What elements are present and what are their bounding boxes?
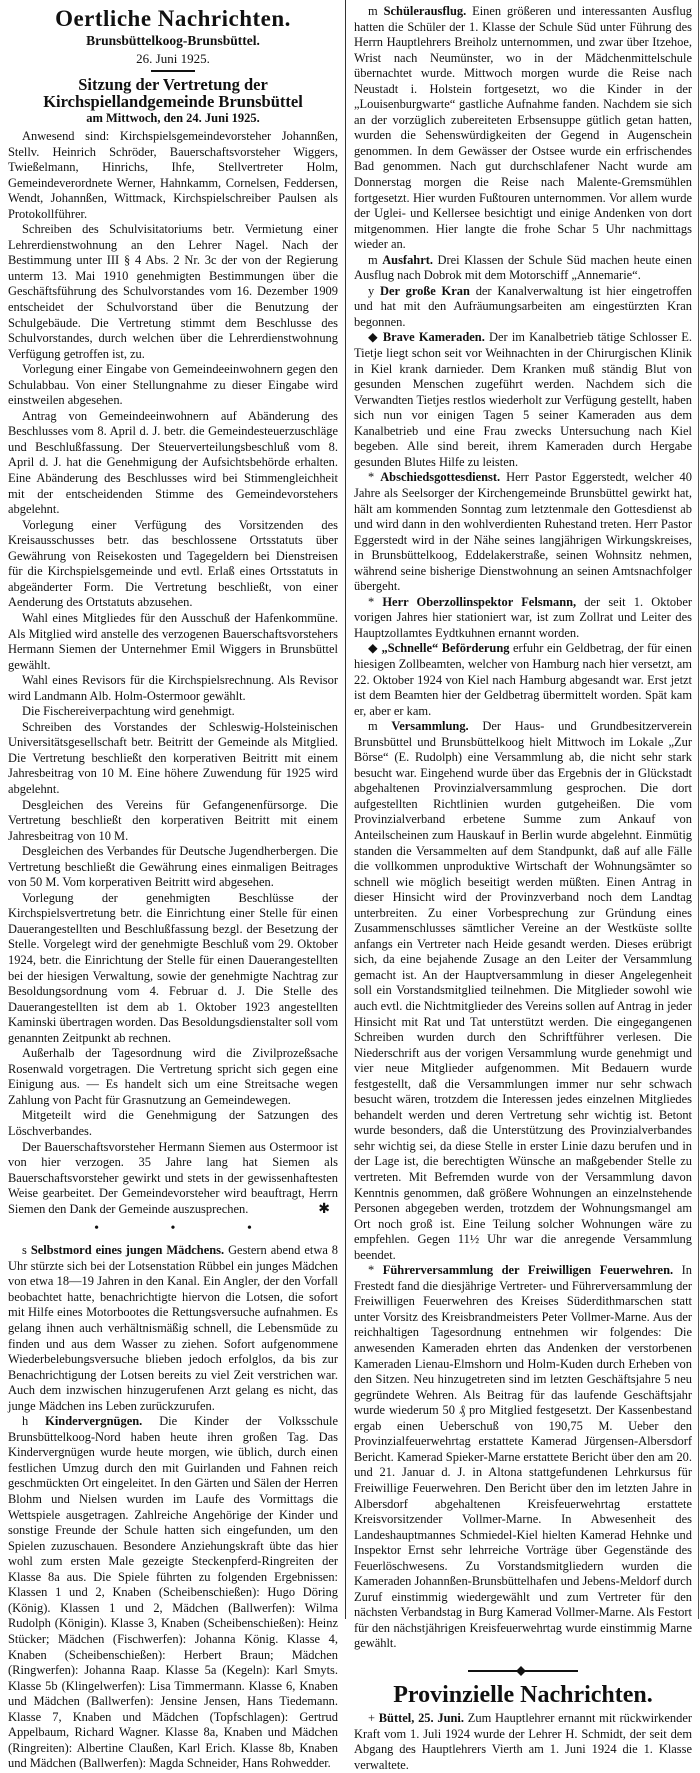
separator-dots: • • • (94, 1221, 286, 1237)
article-text: der Kanalverwaltung ist hier eingetroffen und hat mit den Aufräumungsarbeiten am eingestürzten Kran begonnen. (354, 283, 692, 329)
article-headline: Ausfahrt. (382, 252, 433, 267)
meeting-title: Sitzung der Vertretung der Kirchspiellandgemeinde Brunsbüttel (43, 75, 303, 111)
meeting-minutes (8, 129, 338, 1217)
article-text: Der Bauerschaftsvorsteher Hermann Siemen aus Ostermoor ist von hier verzogen. 35 Jahre lang hat Siemen als Bauerschaftsvorsteher gewirkt und stets in der gewissenhaftesten Weise gearbeitet. Der Gemeindevorsteher wird beauftragt, Herrn Siemen den Dank der Gemeinde auszusprechen. (8, 1139, 338, 1216)
article-text: In Frestedt fand die diesjährige Vertreter- und Führerversammlung der Freiwilligen Feuerwehren des Kreises Süderdithmarschen statt unter Vorsitz des Kreisbrandmeisters Peter Vollmer-Marne. Aus der reichhaltigen Tagesordnung entnehmen wir folgendes: Die anwesenden Kameraden ehrten das Andenken der verstorbenen Kameraden Lienau-Elmshorn und Holm-Kuden durch Erheben von den Sitzen. Neu hinzugetreten sind im letzten Geschäftsjahre 5 neu gegründete Wehren. Als Beitrag für das laufende Geschäftsjahr wurde wiederum 50 ₰ pro Mitglied festgesetzt. Der Kassenbestand ergab einen Ueberschuß von 190,75 M. Ueber den Provinzialfeuerwehrtag erstattete Kamerad Jürgensen-Albersdorf Bericht. Kamerad Spieker-Marne erstattete Bericht über den am 20. und 21. Januar d. J. in Altona stattgefundenen Lehrkursus für Freiwillige Feuerwehren. Den Bericht über den im letzten Jahre in Albersdorf abgehaltenen Kreisfeuerwehrtag erstattete Kreisvorsitzender Vollmer-Marne. In Abwesenheit des Landeshauptmannes Schmiedel-Kiel hielten Kamerad Hehnke und Inspektor Ernst sehr lehrreiche Vorträge über Gegenstände des Feuerlöschwesens. Zu Vorstandsmitgliedern wurden die Kameraden Johannßen-Brunsbüttelhafen und Jebens-Meldorf durch Zuruf einstimmig wiedergewählt und zum Vertreter für den nächsten Verbandstag in Burg Kamerad Vollmer-Marne. Als Festort für den nächstjährigen Kreisfeuerwehrtag wurde einstimmig Marne gewählt. (354, 1263, 693, 1651)
meeting-date: am Mittwoch, den 24. Juni 1925. (86, 111, 260, 125)
article-marker: m (368, 719, 378, 734)
provincial-news (354, 1711, 692, 1773)
article-marker: m (368, 252, 378, 267)
article-paragraph (8, 1243, 338, 1414)
article-marker: * (368, 594, 375, 609)
article-text: Außerhalb der Tagesordnung wird die Zivilprozeßsache Rosenwald vorgetragen. Die Vertretung spricht sich gegen eine Einigung aus. — Es handelt sich um eine Streitsache wegen Zahlung von Pacht für Grasnutzung an Gemeindewegen. (8, 1046, 338, 1107)
article-paragraph (8, 720, 338, 798)
article-paragraph (354, 284, 692, 331)
section-date: 26. Juni 1925. (136, 51, 210, 66)
article-headline: Büttel, 25. Juni. (378, 1710, 464, 1725)
article-text: Anwesend sind: Kirchspielsgemeindevorsteher Johannßen, Stellv. Heinrich Schröder, Bauerschaftsvorsteher Wiggers, Twießelmann, Hinrichs, Ihfe, Stellvertreter Holm, Gemeindeverordnete Werner, Hahnkamm, Cornelsen, Feddersen, Wendt, Johannßen, Wittmack, Kirchspielschreiber Paulsen als Protokollführer. (8, 129, 338, 221)
divider (151, 70, 195, 72)
right-column (354, 4, 692, 1773)
article-paragraph (8, 1108, 338, 1139)
article-paragraph (8, 891, 338, 1046)
provincial-news-title: Provinzielle Nachrichten. (393, 1681, 653, 1708)
article-marker: + (368, 1710, 376, 1725)
article-text: Drei Klassen der Schule Süd machen heute einen Ausflug nach Dobrok mit dem Motorschiff „Annemarie“. (354, 252, 693, 283)
page-edge-line (698, 0, 699, 1619)
local-news-right (354, 4, 692, 1652)
article-text: Wahl eines Mitgliedes für den Ausschuß der Hafenkommüne. Als Mitglied wird anstelle des verzogenen Bauerschaftsvorstehers Hermann Siemen der Unternehmer Emil Wiggers in Brunsbüttel gewählt. (8, 610, 338, 672)
article-paragraph (8, 129, 338, 222)
article-headline: Kindervergnügen. (45, 1414, 143, 1429)
article-paragraph (8, 518, 338, 611)
article-text: Desgleichen des Verbandes für Deutsche Jugendherbergen. Die Vertretung beschließt die Gewährung eines einmaligen Beitrages von 50 M. Vom korperativen Beitritt wird abgesehen. (8, 844, 338, 890)
article-paragraph (354, 1263, 692, 1652)
article-text: Schreiben des Vorstandes der Schleswig-Holsteinischen Universitätsgesellschaft betr. Beitritt der Gemeinde als Mitglied. Die Vertretung beschließt den korperativen Beitritt mit einem Jahresbeitrag von 10 M. Eine höhere Zuwendung für 1925 wird abgelehnt. (8, 719, 338, 796)
article-text: Herr Pastor Eggerstedt, welcher 40 Jahre als Seelsorger der Kirchengemeinde Brunsbüttel gewirkt hat, hält am kommenden Sonntag zum letztenmale den Gottesdienst ab und wird dann in den wohlverdienten Ruhestand treten. Herr Pastor Eggerstedt wird in der Nähe seines langjährigen Wirkungskreises, in Brunsbüttelkoog, Eddelakerstraße, seinen Wohnsitz nehmen, während seine bisherige Dienstwohnung an seinen Amtsnachfolger übergeht. (354, 470, 692, 594)
article-headline: Brave Kameraden. (382, 330, 485, 345)
article-paragraph (354, 330, 692, 470)
article-marker: * (368, 1263, 375, 1278)
local-news-left (8, 1243, 338, 1772)
article-marker: ◆ (368, 330, 379, 345)
article-headline: Abschiedsgottesdienst. (380, 470, 501, 485)
section-place: Brunsbüttelkoog-Brunsbüttel. (86, 33, 260, 48)
article-paragraph (8, 1414, 338, 1772)
article-text: Schreiben des Schulvisitatoriums betr. Vermietung einer Lehrerdienstwohnung an den Lehrer Nagel. Nach der Bestimmung unter III § 4 Abs. 2 Nr. 3c der von der Regierung unterm 13. Mai 1910 genehmigten Bestimmungen über die Geschäftsführung des Schulvorstandes vom 16. Dezember 1909 entscheidet der Schulvorstand über die Benutzung der Schulgebäude. Die Vertretung stimmt dem Beschlusse des Schulvorstandes, durch welchen über die Lehrerdienstwohnung Verfügung getroffen ist, zu. (8, 222, 338, 361)
article-paragraph (354, 595, 692, 642)
article-marker: s (22, 1243, 27, 1258)
article-paragraph (8, 1046, 338, 1108)
article-paragraph (8, 798, 338, 845)
article-text: der seit 1. Oktober vorigen Jahres hier stationiert war, ist zum Zollrat und Leiter des Hauptzollamtes Eydtkuhnen ernannt worden. (354, 594, 692, 640)
article-headline: „Schnelle“ Beförderung (381, 641, 510, 656)
article-marker: ◆ (368, 641, 378, 656)
article-headline: Der große Kran (380, 283, 470, 298)
article-paragraph (354, 641, 692, 719)
article-paragraph (8, 409, 338, 518)
article-marker: h (22, 1414, 29, 1429)
article-paragraph (354, 4, 692, 253)
article-text: Antrag von Gemeindeeinwohnern auf Abänderung des Beschlusses vom 8. April d. J. betr. die Gemeindesteuerzuschläge und Beschlußfassung. Der Steuerverteilungsbeschluß vom 8. April d. J. hat die Genehmigung der Aufsichtsbehörde erhalten. Eine Abänderung des Beschlusses wird bei Stimmengleichheit mit der entscheidenden Stimme des Gemeindevorstehers abgelehnt. (8, 408, 338, 517)
article-text: Wahl eines Revisors für die Kirchspielsrechnung. Als Revisor wird Landmann Alb. Holm-Ostermoor gewählt. (8, 673, 338, 703)
article-text: Die Fischereiverpachtung wird genehmigt. (22, 704, 235, 719)
column-divider (345, 0, 346, 1619)
author-signature-mark: ✱ (318, 1202, 330, 1218)
article-headline: Führerversammlung der Freiwilligen Feuerwehren. (382, 1263, 674, 1278)
article-headline: Herr Oberzollinspektor Felsmann, (382, 594, 577, 609)
left-column (8, 4, 338, 1772)
article-text: erfuhr ein Geldbetrag, der für einen hiesigen Zollbeamten, welcher von Hamburg nach hier versetzt, am 22. Oktober 1924 von Kiel nach Hamburg abgesandt war. Erst jetzt ist dem Beamten hier der Geldbetrag übermittelt worden. Spät kam er, aber er kam. (354, 641, 692, 718)
article-text: Vorlegung der genehmigten Beschlüsse der Kirchspielsvertretung betr. die Einrichtung einer Stelle für einen Dauerangestellten und Beschlußfassung bezgl. der Besetzung der Stelle. Vorgelegt wird der genehmigte Beschluß vom 29. Oktober 1924, betr. die Einrichtung der Stelle für einen Dauerangestellten bei der hiesigen Verwaltung, sowie der genehmigte Nachtrag zur Besoldungsordnung vom 4. Februar d. J. Die Stelle des Dauerangestellten ist dem ab 1. Oktober 1923 angestellten Kaminski übertragen worden. Das Besoldungsdienstalter soll vom genannten Zeitpunkt ab rechnen. (8, 890, 338, 1045)
article-marker: m (368, 4, 378, 18)
article-text: Desgleichen des Vereins für Gefangenenfürsorge. Die Vertretung beschließt den korperativen Beitritt mit einem Jahresbeitrag von 10 M. (8, 797, 338, 843)
article-text: Der im Kanalbetrieb tätige Schlosser E. Tietje liegt schon seit vor Weihnachten in der Chirurgischen Klinik in Kiel krank darnieder. Dem Kranken muß ständig Blut von gesunden Menschen zugeführt werden. Nachdem sich die Verwandten Tietjes restlos wiederholt zur Verfügung gestellt, haben sich nun vor einigen Tagen 5 seiner Kameraden aus dem Kanalbetrieb und eine Frau zwecks Untersuchung nach Kiel begeben. Alle sind bereit, ihrem Kameraden durch Hergabe gesunden Blutes Hilfe zu leisten. (354, 330, 692, 469)
article-headline: Schülerausflug. (383, 4, 467, 18)
article-text: Mitgeteilt wird die Genehmigung der Satzungen des Löschverbandes. (8, 1108, 338, 1138)
article-paragraph (8, 222, 338, 362)
article-paragraph (8, 362, 338, 409)
section-title: Oertliche Nachrichten. (55, 6, 291, 31)
article-headline: Selbstmord eines jungen Mädchens. (30, 1243, 225, 1258)
article-paragraph (8, 844, 338, 891)
article-text: Vorlegung einer Eingabe von Gemeindeeinwohnern gegen den Schulabbau. Von einer Stellungnahme zu dieser Eingabe wird einstweilen abgesehen. (8, 362, 338, 408)
article-paragraph (8, 704, 338, 720)
article-headline: Versammlung. (391, 719, 469, 734)
article-text: Die Kinder der Volksschule Brunsbüttelkoog-Nord haben heute ihren großen Tag. Das Kindervergnügen wurde heute morgen, wie üblich, durch einen festlichen Umzug durch den mit Guirlanden und Fahnen reich geschmückten Ort eingeleitet. In den Gärten und Sälen der Herren Blohm und Nielsen wurden im Laufe des Vormittags die Wettspiele ausgetragen. Zahlreiche Angehörige der Kinder und sonstige Freunde der Schule hatten sich eingefunden, um den Spielen zuzuschauen. Besondere Anziehungskraft übte das hier wohl zum ersten Male gezeigte Steckenpferd-Ringreiten der Klasse 8a aus. Die Spiele führten zu folgenden Ergebnissen: Klassen 1 und 2, Knaben (Scheibenschießen): Hugo Döring (König). Klassen 1 und 2, Mädchen (Ballwerfen): Wilma Rudolph (Königin). Klasse 3, Knaben (Scheibenschießen): Heinz Stücker; Mädchen (Fischwerfen): Johanna König. Klasse 4, Knaben (Scheibenschießen): Herbert Braun; Mädchen (Ringwerfen): Johanna Raap. Klasse 5a (Kegeln): Karl Smyts. Klasse 5b (Klingelwerfen): Lisa Timmermann. Klasse 6, Knaben und Mädchen (Ballwerfen): Jensine Jensen, Hans Tiedemann. Klasse 7, Knaben und Mädchen (Topfschlagen): Gertrud Appelbaum, Richard Wagner. Klasse 8a, Knaben und Mädchen (Ringreiten): Albertine Claußen, Karl Erich. Klasse 8b, Knaben und Mädchen (Ballwerfen): Magda Schneider, Hans Rohwedder. (8, 1414, 339, 1771)
article-paragraph (354, 1711, 692, 1773)
ornamental-divider (468, 1670, 578, 1672)
article-marker: y (368, 283, 375, 298)
article-paragraph (354, 470, 692, 594)
article-marker: * (368, 470, 375, 485)
article-paragraph (354, 719, 692, 1263)
article-text: Der Haus- und Grundbesitzerverein Brunsbüttel und Brunsbüttelkoog hielt Mittwoch im Lokale „Zur Börse“ (E. Rudolph) eine Versammlung ab, die nicht sehr stark besucht war. Eingehend wurde über das Ergebnis der in Glückstadt abgehaltenen Provinzialversammlung gesprochen. Die dort aufgestellten Richtlinien wurden gutgeheißen. Die vom Provinzialverband erbetene Summe zum Ankauf von Anteilscheinen zum Hauskauf in Berlin wurde abgelehnt. Einmütig standen die Versammelten auf dem Standpunkt, daß auf alle Fälle die vollkommen unproduktive Wirtschaft der Wohnungsämter so schnell wie möglich beseitigt werden müßten. Einen Antrag in dieser Hinsicht wird der Provinzverband noch dem Landtag unterbreiten. Zu einer Vorbesprechung zur Gründung eines Zusammenschlusses sämtlicher Vereine an der Westküste sollte anfangs ein Vertreter nach Heide gesandt werden. Dieses erübrigt sich, da eine bejahende Zusage an den Leiter der Versammlung gemacht ist. An der Hauptversammlung in dieser Angelegenheit soll ein Vorstandsmitglied teilnehmen. Die Mitglieder sowohl wie auch evtl. die Nichtmitglieder des Vereins sollen auf Antrag in jeder Hinsicht mit Rat und Tat unterstützt werden. Die eingegangenen Schreiben wurden durch den Schriftführer verlesen. Die Niederschrift aus der vorigen Versammlung wurde genehmigt und vier neue Mitglieder aufgenommen. Mit Bedauern wurde festgestellt, daß die Versammlungen immer nur sehr schwach besucht wären, trotzdem die Interessen jedes einzelnen Mitgliedes behandelt werden und deren Vertretung sehr wichtig ist. Betont wurde besonders, daß die Unterstützung des Provinzialverbandes sehr wichtig sei, da diese Stelle in erster Linie dazu berufen und in der Lage ist, die berechtigten Wünsche an maßgebender Stelle zu vertreten. Mit Befremden wurde von der Versammlung davon Kenntnis genommen, daß größere Wohnungen an einzelnstehende Personen abgegeben werden, trotzdem der Wohnungsmangel am Ort noch groß ist. Eine Teilung solcher Wohnungen wäre zu empfehlen. Gegen 11½ Uhr war die anregende Versammlung beendet. (354, 719, 692, 1262)
article-text: Vorlegung einer Verfügung des Vorsitzenden des Kreisausschusses betr. das beschlossene Ortsstatuts über Gewährung von Reisekosten und Tagegeldern bei Dienstreisen für die Kirchspielsgemeinde und evtl. Erlaß eines Ortsstatuts in abgeänderter Form. Die Vertretung beschließt, von einer Aenderung des Ortstatuts abzusehen. (8, 517, 338, 610)
article-paragraph (8, 673, 338, 704)
article-paragraph (8, 611, 338, 673)
article-text: Einen größeren und interessanten Ausflug hatten die Schüler der 1. Klasse der Schule Süd unter Führung des Herrn Hauptlehrers Breiholz unternommen, und zwar über Itzehoe, Wrist nach Neumünster, wo in der Mädchenmittelschule übernachtet wurde. Mittwoch morgen wurde die Reise nach Neustadt i. Holstein fortgesetzt, wo die Kinder in der „Louisenburgwarte“ gastliche Aufnahme fanden. Nachdem sie sich an der vorzüglich zubereiteten Erbsensuppe gütlich getan hatten, wurden die Sehenswürdigkeiten der Gegend in Augenschein genommen. In dem Gewässer der Ostsee wurde ein erfrischendes Bad genommen. Nach gut durchschlafener Nacht wurde am Donnerstag morgen die Reise nach Malente-Gremsmühlen fortgesetzt. Hier wurden Fußtouren unternommen. Vor allem wurde der Uglei- und Kellersee besichtigt und einige Andenken von dort mitgenommen. Hier langte die frohe Schar 5 Uhr nachmittags wieder an. (354, 4, 692, 252)
article-text: Gestern abend etwa 8 Uhr stürzte sich bei der Lotsenstation Rübbel ein junges Mädchen von etwa 18—19 Jahren in den Kanal. Ein Angler, der den Vorfall beobachtet hatte, benachrichtigte hiervon die Lotsen, die sofort mit Hilfe eines Motorbootes die Rettungsversuche aufnahmen. Es gelang ihnen auch verhältnismäßig schnell, die Lebensmüde zu finden und aus dem Wasser zu ziehen. Sofort aufgenommene Wiederbelebungsversuche blieben jedoch erfolglos, da bis zur Benachrichtigung der Lotsen bereits zu viel Zeit verstrichen war. Auch dem inzwischen hinzugerufenen Arzt gelang es nicht, das junge Mädchen ins Leben zurückzurufen. (8, 1243, 339, 1413)
article-paragraph (354, 253, 692, 284)
article-text: Zum Hauptlehrer ernannt mit rückwirkender Kraft vom 1. Juli 1924 wurde der Lehrer H. Schmidt, der seit dem Abgang des Hauptlehrers Vierth am 1. Juni 1924 die 1. Klasse verwaltete. (354, 1710, 693, 1772)
